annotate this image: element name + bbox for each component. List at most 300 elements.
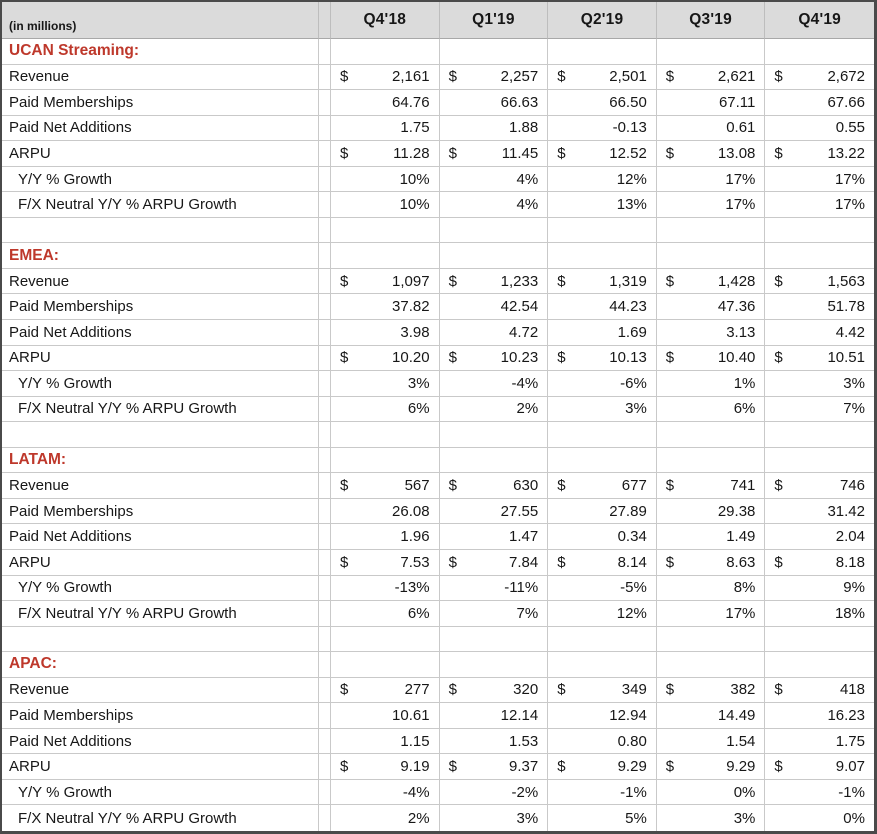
cell-value: 630 [513, 477, 539, 495]
blank-cell [440, 448, 549, 474]
value-cell [657, 141, 766, 167]
dollar-sign: $ [448, 681, 457, 699]
value-cell: -5% [548, 576, 657, 602]
cell-value: 9.19 [400, 758, 430, 776]
blank-cell [765, 422, 874, 448]
value-cell [657, 269, 766, 295]
value-cell: 7% [765, 397, 874, 423]
blank-cell [765, 652, 874, 678]
value-cell: 4.72 [440, 320, 549, 346]
dollar-sign: $ [448, 553, 457, 571]
value-cell [331, 141, 440, 167]
dollar-sign: $ [448, 477, 457, 495]
value-cell: 10% [331, 167, 440, 193]
value-cell: 0.61 [657, 116, 766, 142]
row-label: Y/Y % Growth [2, 576, 319, 602]
value-cell: 0% [657, 780, 766, 806]
value-cell: 16.23 [765, 703, 874, 729]
blank-cell [657, 218, 766, 244]
blank-cell [765, 218, 874, 244]
dollar-sign: $ [665, 758, 675, 776]
dollar-sign: $ [665, 553, 675, 571]
row-label: Paid Net Additions [2, 524, 319, 550]
cell-value: 741 [730, 477, 756, 495]
value-cell: 44.23 [548, 294, 657, 320]
blank-cell [548, 448, 657, 474]
dollar-sign: $ [774, 349, 783, 367]
row-label: Paid Net Additions [2, 729, 319, 755]
value-cell: 17% [657, 601, 766, 627]
cell-value: 10.40 [717, 349, 756, 367]
blank-cell [319, 218, 331, 244]
value-cell: -2% [440, 780, 549, 806]
value-cell: 17% [765, 167, 874, 193]
value-cell: 0.34 [548, 524, 657, 550]
value-cell: 3.98 [331, 320, 440, 346]
cell-value: 9.07 [835, 758, 865, 776]
value-cell: 17% [657, 167, 766, 193]
cell-value: 10.13 [609, 349, 647, 367]
value-cell: 10% [331, 192, 440, 218]
row-label: Y/Y % Growth [2, 780, 319, 806]
value-cell [440, 346, 549, 372]
dollar-sign: $ [774, 477, 783, 495]
row-label: F/X Neutral Y/Y % ARPU Growth [2, 805, 319, 831]
spacer-cell [319, 805, 331, 831]
blank-cell [548, 243, 657, 269]
blank-cell [440, 627, 549, 653]
row-label: Y/Y % Growth [2, 371, 319, 397]
section-title: EMEA: [2, 243, 319, 269]
spacer-cell [319, 192, 331, 218]
cell-value: 10.23 [500, 349, 539, 367]
row-label: ARPU [2, 550, 319, 576]
dollar-sign: $ [774, 681, 783, 699]
spacer-cell [319, 243, 331, 269]
value-cell: 1.47 [440, 524, 549, 550]
cell-value: 9.29 [726, 758, 756, 776]
value-cell [765, 473, 874, 499]
dollar-sign: $ [665, 477, 675, 495]
value-cell: 4% [440, 192, 549, 218]
blank-cell [765, 627, 874, 653]
cell-value: 1,097 [392, 272, 430, 290]
dollar-sign: $ [340, 681, 349, 699]
value-cell [657, 678, 766, 704]
value-cell: 1.54 [657, 729, 766, 755]
spacer-cell [319, 678, 331, 704]
value-cell [548, 269, 657, 295]
value-cell [331, 473, 440, 499]
value-cell [765, 754, 874, 780]
quarter-header: Q4'18 [331, 2, 440, 39]
dollar-sign: $ [774, 68, 783, 86]
value-cell: -13% [331, 576, 440, 602]
cell-value: 10.20 [392, 349, 430, 367]
blank-cell [548, 627, 657, 653]
blank-cell [548, 218, 657, 244]
value-cell [548, 678, 657, 704]
value-cell: 3% [440, 805, 549, 831]
cell-value: 7.84 [508, 553, 539, 571]
value-cell [440, 550, 549, 576]
value-cell: 17% [765, 192, 874, 218]
value-cell [657, 550, 766, 576]
blank-cell [548, 422, 657, 448]
quarter-header: Q3'19 [657, 2, 766, 39]
spacer-cell [319, 448, 331, 474]
value-cell: 3% [331, 371, 440, 397]
cell-value: 9.37 [508, 758, 539, 776]
value-cell: 3.13 [657, 320, 766, 346]
value-cell: -0.13 [548, 116, 657, 142]
blank-cell [440, 243, 549, 269]
spacer-cell [319, 499, 331, 525]
row-label: Paid Memberships [2, 499, 319, 525]
dollar-sign: $ [557, 681, 566, 699]
value-cell: 8% [657, 576, 766, 602]
row-label: Revenue [2, 473, 319, 499]
value-cell: 0% [843, 809, 865, 827]
cell-value: 10.51 [827, 349, 865, 367]
value-cell: 10.61 [331, 703, 440, 729]
value-cell: 12.14 [440, 703, 549, 729]
value-cell: 42.54 [440, 294, 549, 320]
value-cell: 1.88 [440, 116, 549, 142]
quarter-header: Q4'19 [765, 2, 874, 39]
cell-value: 567 [404, 477, 430, 495]
value-cell [765, 550, 874, 576]
dollar-sign: $ [340, 758, 349, 776]
value-cell [331, 269, 440, 295]
blank-cell [331, 218, 440, 244]
dollar-sign: $ [448, 144, 457, 162]
dollar-sign: $ [448, 272, 457, 290]
blank-cell [657, 243, 766, 269]
row-label: ARPU [2, 141, 319, 167]
dollar-sign: $ [557, 349, 566, 367]
dollar-sign: $ [665, 681, 675, 699]
blank-cell [2, 218, 319, 244]
unit-label: (in millions) [2, 2, 319, 39]
blank-cell [331, 652, 440, 678]
spacer-cell [319, 2, 331, 39]
value-cell [331, 65, 440, 91]
value-cell: 1.49 [657, 524, 766, 550]
value-cell [440, 65, 549, 91]
cell-value: 677 [621, 477, 647, 495]
row-label: ARPU [2, 754, 319, 780]
value-cell: 47.36 [657, 294, 766, 320]
value-cell: 12% [548, 601, 657, 627]
cell-value: 13.22 [827, 144, 865, 162]
spacer-cell [319, 65, 331, 91]
cell-value: 9.29 [617, 758, 647, 776]
value-cell: 4% [440, 167, 549, 193]
row-label: ARPU [2, 346, 319, 372]
spacer-cell [319, 652, 331, 678]
value-cell [657, 65, 766, 91]
value-cell [765, 141, 874, 167]
value-cell [548, 550, 657, 576]
dollar-sign: $ [340, 68, 349, 86]
value-cell [440, 269, 549, 295]
dollar-sign: $ [340, 349, 349, 367]
value-cell: 1.53 [440, 729, 549, 755]
dollar-sign: $ [557, 272, 566, 290]
row-label: Paid Memberships [2, 703, 319, 729]
section-title: UCAN Streaming: [2, 39, 319, 65]
value-cell: 12.94 [548, 703, 657, 729]
regional-metrics-table [2, 2, 874, 831]
spacer-cell [319, 90, 331, 116]
row-label: F/X Neutral Y/Y % ARPU Growth [2, 397, 319, 423]
value-cell: 3% [765, 371, 874, 397]
spacer-cell [319, 729, 331, 755]
dollar-sign: $ [665, 349, 675, 367]
value-cell: 1.69 [548, 320, 657, 346]
dollar-sign: $ [665, 272, 675, 290]
value-cell: 5% [548, 805, 657, 831]
row-label: Y/Y % Growth [2, 167, 319, 193]
cell-value: 1,563 [827, 272, 865, 290]
blank-cell [765, 243, 874, 269]
spacer-cell [319, 601, 331, 627]
cell-value: 8.18 [835, 553, 865, 571]
cell-value: 2,621 [717, 68, 756, 86]
blank-cell [331, 448, 440, 474]
value-cell: 3% [657, 805, 766, 831]
blank-cell [2, 422, 319, 448]
value-cell: 18% [765, 601, 874, 627]
blank-cell [331, 39, 440, 65]
cell-value: 2,161 [392, 68, 430, 86]
dollar-sign: $ [774, 553, 783, 571]
dollar-sign: $ [448, 758, 457, 776]
dollar-sign: $ [448, 68, 457, 86]
dollar-sign: $ [774, 144, 783, 162]
value-cell [440, 141, 549, 167]
spacer-cell [319, 397, 331, 423]
cell-value: 1,233 [500, 272, 539, 290]
dollar-sign: $ [557, 553, 566, 571]
spacer-cell [319, 141, 331, 167]
blank-cell [331, 243, 440, 269]
blank-cell [657, 39, 766, 65]
value-cell: 1.75 [331, 116, 440, 142]
value-cell [440, 754, 549, 780]
value-cell [331, 550, 440, 576]
value-cell [765, 65, 874, 91]
dollar-sign: $ [774, 758, 783, 776]
cell-value: 418 [839, 681, 865, 699]
blank-cell [331, 422, 440, 448]
dollar-sign: $ [340, 144, 349, 162]
row-label: Paid Memberships [2, 90, 319, 116]
row-label: Revenue [2, 678, 319, 704]
dollar-sign: $ [665, 68, 675, 86]
quarter-header: Q1'19 [440, 2, 549, 39]
spacer-cell [319, 371, 331, 397]
value-cell: 2% [440, 397, 549, 423]
value-cell: 13% [548, 192, 657, 218]
value-cell: 29.38 [657, 499, 766, 525]
value-cell: 37.82 [331, 294, 440, 320]
value-cell: 6% [331, 397, 440, 423]
cell-value: 2,501 [609, 68, 647, 86]
value-cell: 27.55 [440, 499, 549, 525]
value-cell: -4% [440, 371, 549, 397]
value-cell [440, 473, 549, 499]
dollar-sign: $ [774, 272, 783, 290]
value-cell [657, 754, 766, 780]
value-cell: 14.49 [657, 703, 766, 729]
value-cell: 3% [548, 397, 657, 423]
value-cell: 26.08 [331, 499, 440, 525]
row-label: F/X Neutral Y/Y % ARPU Growth [2, 192, 319, 218]
value-cell: 67.66 [765, 90, 874, 116]
value-cell [331, 346, 440, 372]
cell-value: 8.63 [726, 553, 756, 571]
spacer-cell [319, 550, 331, 576]
blank-cell [657, 448, 766, 474]
blank-cell [657, 627, 766, 653]
cell-value: 8.14 [617, 553, 647, 571]
quarter-header: Q2'19 [548, 2, 657, 39]
dollar-sign: $ [340, 553, 349, 571]
cell-value: 1,428 [717, 272, 756, 290]
value-cell: 6% [331, 601, 440, 627]
value-cell: -11% [440, 576, 549, 602]
value-cell [657, 346, 766, 372]
value-cell: 1% [657, 371, 766, 397]
cell-value: 746 [839, 477, 865, 495]
blank-cell [765, 39, 874, 65]
value-cell: 2% [331, 805, 440, 831]
value-cell: 64.76 [331, 90, 440, 116]
blank-cell [440, 218, 549, 244]
spacer-cell [319, 167, 331, 193]
cell-value: 12.52 [609, 144, 647, 162]
blank-cell [440, 652, 549, 678]
cell-value: 349 [621, 681, 647, 699]
spacer-cell [319, 294, 331, 320]
blank-cell [765, 448, 874, 474]
cell-value: 11.45 [501, 144, 539, 162]
row-label: Paid Net Additions [2, 320, 319, 346]
value-cell: 1.75 [765, 729, 874, 755]
blank-cell [2, 627, 319, 653]
value-cell: 31.42 [765, 499, 874, 525]
blank-cell [319, 627, 331, 653]
value-cell [548, 473, 657, 499]
row-label: Paid Net Additions [2, 116, 319, 142]
spacer-cell [319, 703, 331, 729]
value-cell: 1.15 [331, 729, 440, 755]
section-title: LATAM: [2, 448, 319, 474]
value-cell: 9% [765, 576, 874, 602]
value-cell: 17% [657, 192, 766, 218]
value-cell [765, 346, 874, 372]
dollar-sign: $ [340, 477, 349, 495]
value-cell [331, 678, 440, 704]
cell-value: 2,672 [827, 68, 865, 86]
value-cell: 51.78 [765, 294, 874, 320]
value-cell: -4% [331, 780, 440, 806]
value-cell: 1.96 [331, 524, 440, 550]
value-cell: 4.42 [765, 320, 874, 346]
value-cell: 66.63 [440, 90, 549, 116]
spacer-cell [319, 269, 331, 295]
value-cell: 67.11 [657, 90, 766, 116]
value-cell [548, 65, 657, 91]
blank-cell [548, 39, 657, 65]
value-cell [765, 269, 874, 295]
section-title: APAC: [2, 652, 319, 678]
spacer-cell [319, 320, 331, 346]
value-cell: 12% [548, 167, 657, 193]
spacer-cell [319, 473, 331, 499]
dollar-sign: $ [557, 758, 566, 776]
blank-cell [440, 39, 549, 65]
spacer-cell [319, 780, 331, 806]
cell-value: 2,257 [500, 68, 539, 86]
value-cell: -6% [548, 371, 657, 397]
dollar-sign: $ [557, 144, 566, 162]
value-cell: 2.04 [765, 524, 874, 550]
dollar-sign: $ [340, 272, 349, 290]
dollar-sign: $ [557, 68, 566, 86]
cell-value: 277 [404, 681, 430, 699]
dollar-sign: $ [665, 144, 675, 162]
row-label: F/X Neutral Y/Y % ARPU Growth [2, 601, 319, 627]
value-cell: -1% [548, 780, 657, 806]
cell-value: 11.28 [393, 144, 430, 162]
blank-cell [548, 652, 657, 678]
blank-cell [331, 627, 440, 653]
blank-cell [440, 422, 549, 448]
value-cell: 6% [657, 397, 766, 423]
cell-value: 7.53 [400, 553, 430, 571]
value-cell: -1% [765, 780, 874, 806]
cell-value: 382 [730, 681, 756, 699]
row-label: Paid Memberships [2, 294, 319, 320]
cell-value: 13.08 [717, 144, 756, 162]
value-cell [548, 141, 657, 167]
row-label: Revenue [2, 65, 319, 91]
value-cell [331, 754, 440, 780]
blank-cell [657, 652, 766, 678]
spacer-cell [319, 524, 331, 550]
dollar-sign: $ [557, 477, 566, 495]
value-cell: 7% [440, 601, 549, 627]
spacer-cell [319, 346, 331, 372]
blank-cell [657, 422, 766, 448]
value-cell [657, 473, 766, 499]
value-cell [440, 678, 549, 704]
value-cell: 0.80 [548, 729, 657, 755]
value-cell: 27.89 [548, 499, 657, 525]
cell-value: 320 [513, 681, 539, 699]
blank-cell [319, 422, 331, 448]
spacer-cell [319, 39, 331, 65]
cell-value: 1,319 [609, 272, 647, 290]
spacer-cell [319, 576, 331, 602]
row-label: Revenue [2, 269, 319, 295]
value-cell [765, 678, 874, 704]
spacer-cell [319, 754, 331, 780]
spacer-cell [319, 116, 331, 142]
